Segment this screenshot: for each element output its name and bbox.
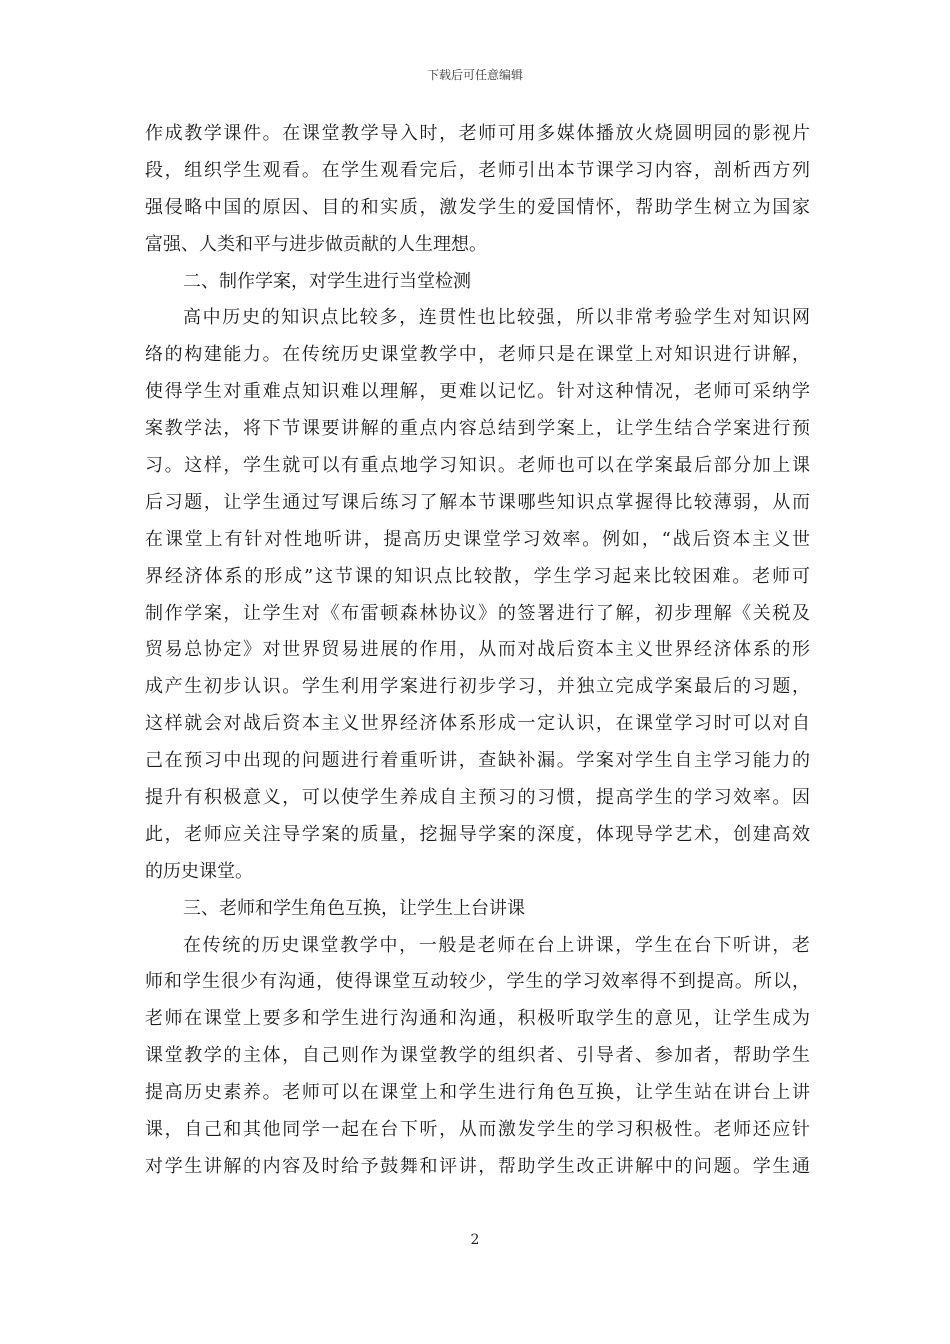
text-line: 制作学案，让学生对《布雷顿森林协议》的签署进行了解，初步理解《关税及 [145,602,810,624]
text-line: 老师在课堂上要多和学生进行沟通和沟通，积极听取学生的意见，让学生成为 [145,1008,810,1030]
text-line: 己在预习中出现的问题进行着重听讲，查缺补漏。学案对学生自主学习能力的 [145,750,810,772]
text-line: 络的构建能力。在传统历史课堂教学中，老师只是在课堂上对知识进行讲解， [145,344,810,366]
text-line: 界经济体系的形成”这节课的知识点比较散，学生学习起来比较困难。老师可 [145,565,810,587]
text-line: 师和学生很少有沟通，使得课堂互动较少，学生的学习效率得不到提高。所以， [145,971,810,993]
text-line: 在传统的历史课堂教学中，一般是老师在台上讲课，学生在台下听讲，老 [183,934,810,956]
text-line: 此，老师应关注导学案的质量，挖掘导学案的深度，体现导学艺术，创建高效 [145,823,810,845]
text-line: 课，自己和其他同学一起在台下听，从而激发学生的学习积极性。老师还应针 [145,1119,810,1141]
page-header: 下载后可任意编辑 [426,68,523,82]
text-line: 案教学法，将下节课要讲解的重点内容总结到学案上，让学生结合学案进行预 [145,418,810,440]
text-line: 在课堂上有针对性地听讲，提高历史课堂学习效率。例如，“战后资本主义世 [145,528,810,550]
text-line: 这样就会对战后资本主义世界经济体系形成一定认识，在课堂学习时可以对自 [145,713,810,735]
text-line: 强侵略中国的原因、目的和实质，激发学生的爱国情怀，帮助学生树立为国家 [145,196,810,218]
text-line: 后习题，让学生通过写课后练习了解本节课哪些知识点掌握得比较薄弱，从而 [145,491,810,513]
text-line: 二、制作学案，对学生进行当堂检测 [183,270,471,292]
text-line: 富强、人类和平与进步做贡献的人生理想。 [145,233,487,255]
text-line: 成产生初步认识。学生利用学案进行初步学习，并独立完成学案最后的习题， [145,676,810,698]
text-line: 的历史课堂。 [145,860,253,882]
text-line: 三、老师和学生角色互换，让学生上台讲课 [183,897,525,919]
text-line: 习。这样，学生就可以有重点地学习知识。老师也可以在学案最后部分加上课 [145,455,810,477]
text-line: 课堂教学的主体，自己则作为课堂教学的组织者、引导者、参加者，帮助学生 [145,1045,810,1067]
text-line: 提高历史素养。老师可以在课堂上和学生进行角色互换，让学生站在讲台上讲 [145,1082,810,1104]
page-number: 2 [470,1232,480,1248]
text-line: 作成教学课件。在课堂教学导入时，老师可用多媒体播放火烧圆明园的影视片 [145,123,810,144]
document-body [145,116,810,1186]
text-line: 使得学生对重难点知识难以理解，更难以记忆。针对这种情况，老师可采纳学 [145,381,810,403]
text-line: 对学生讲解的内容及时给予鼓舞和评讲，帮助学生改正讲解中的问题。学生通 [145,1155,810,1177]
text-line: 贸易总协定》对世界贸易进展的作用，从而对战后资本主义世界经济体系的形 [145,639,810,661]
text-line: 提升有积极意义，可以使学生养成自主预习的习惯，提高学生的学习效率。因 [145,787,810,809]
text-line: 段，组织学生观看。在学生观看完后，老师引出本节课学习内容，剖析西方列 [145,159,810,181]
text-line: 高中历史的知识点比较多，连贯性也比较强，所以非常考验学生对知识网 [183,307,810,329]
